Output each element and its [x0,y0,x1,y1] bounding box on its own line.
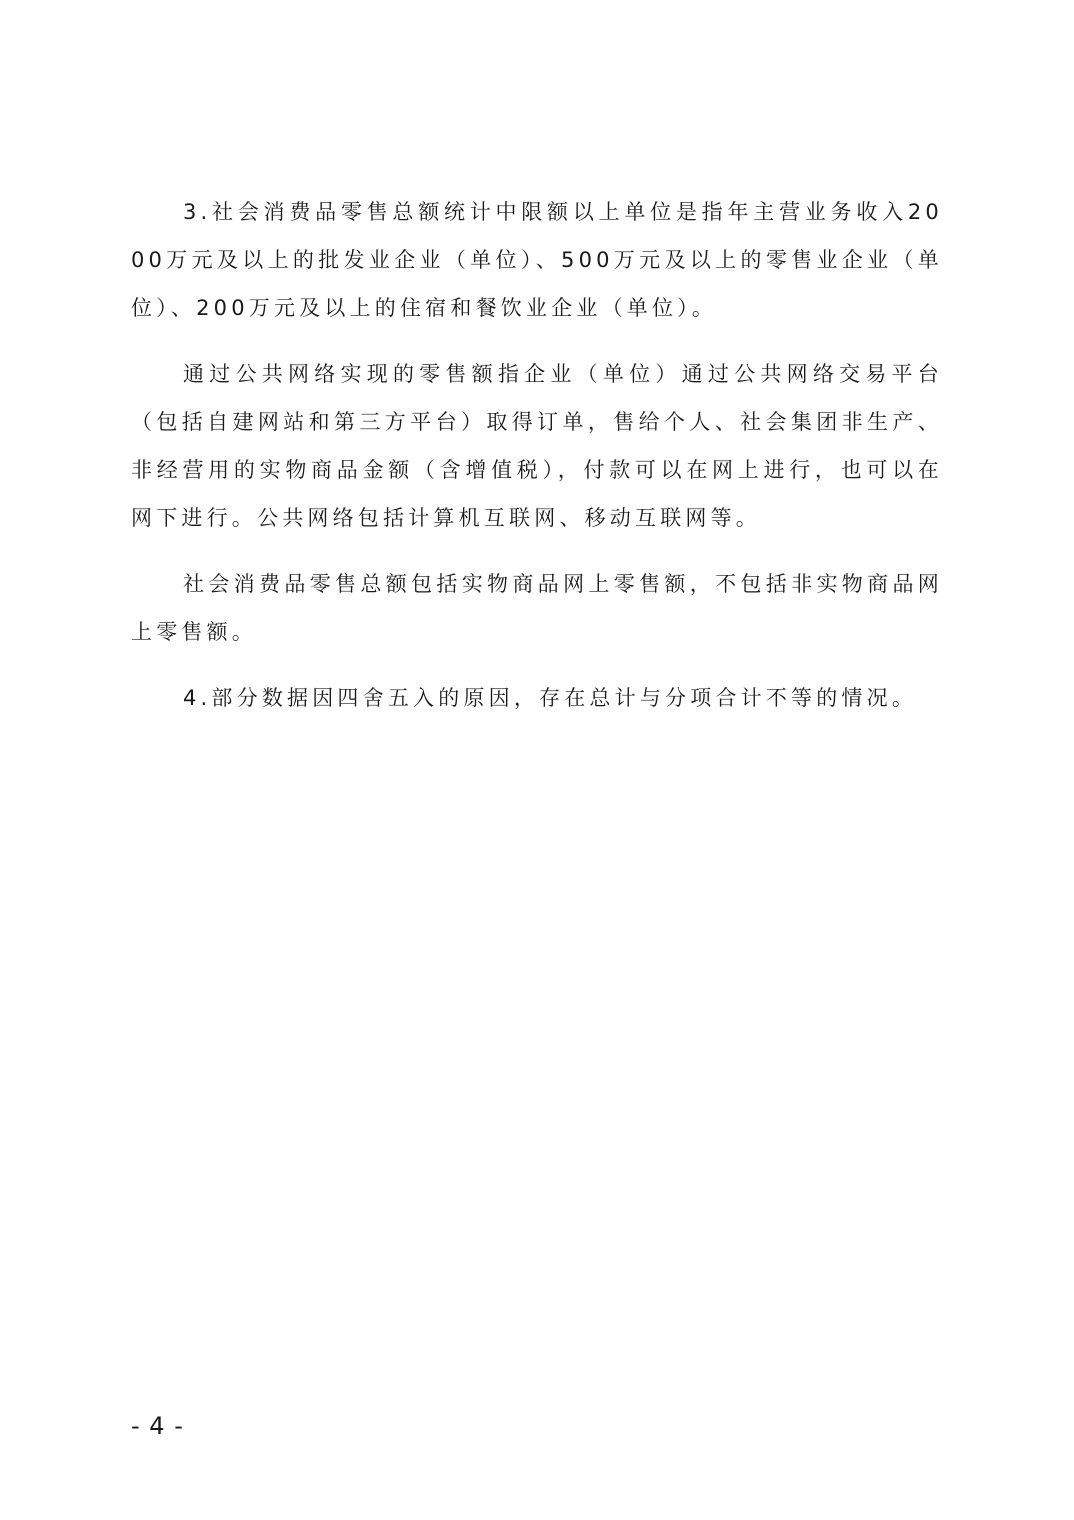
document-body [131,188,943,740]
page-number: - 4 - [131,1412,184,1440]
online-retail-definition-paragraph: 通过公共网络实现的零售额指企业（单位）通过公共网络交易平台（包括自建网站和第三方平台）取得订单，售给个人、社会集团非生产、非经营用的实物商品金额（含增值税），付款可以在网上进行，也可以在网下进行。公共网络包括计算机互联网、移动互联网等。 [131,362,943,530]
note-paragraph-4: 4.部分数据因四舍五入的原因，存在总计与分项合计不等的情况。 [183,686,918,710]
note-paragraph-3: 3.社会消费品零售总额统计中限额以上单位是指年主营业务收入2000万元及以上的批发业企业（单位）、500万元及以上的零售业企业（单位）、200万元及以上的住宿和餐饮业企业（单位）。 [131,200,943,320]
retail-sales-scope-paragraph: 社会消费品零售总额包括实物商品网上零售额，不包括非实物商品网上零售额。 [131,572,943,644]
